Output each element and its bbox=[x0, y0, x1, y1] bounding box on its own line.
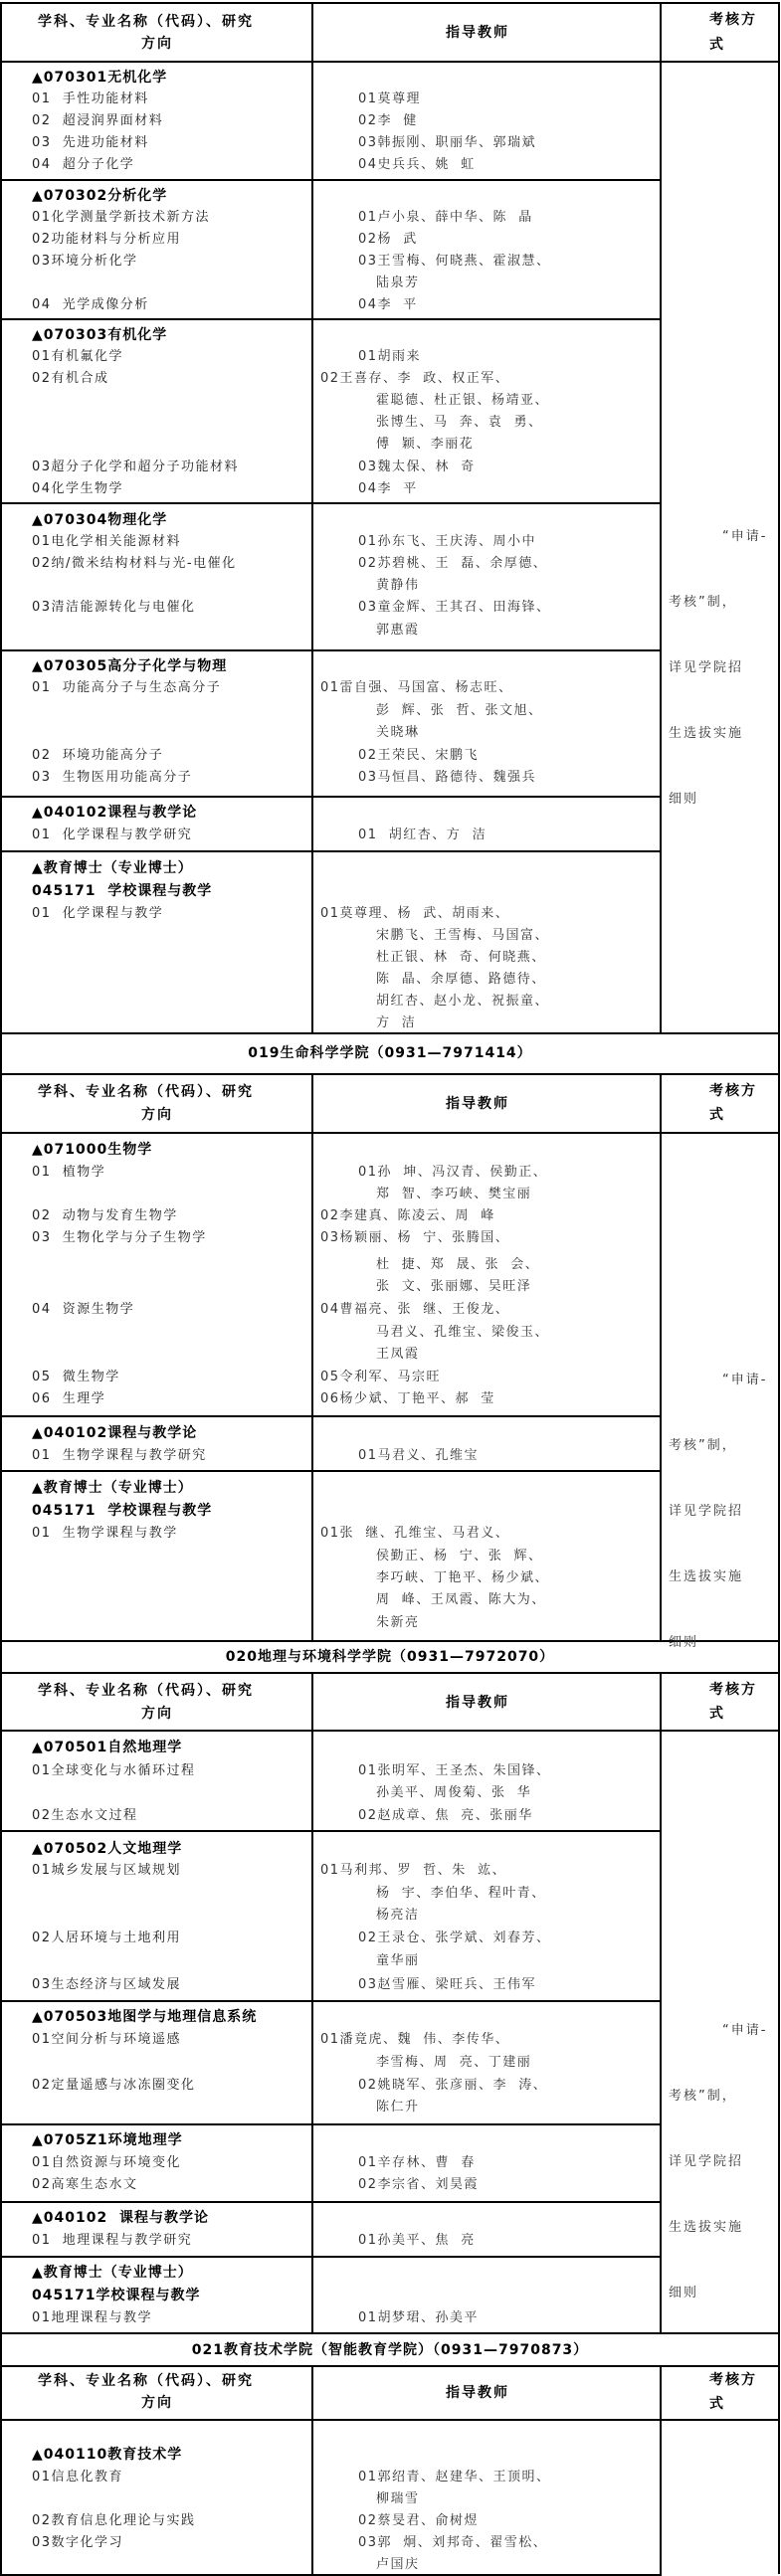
supervisors: 王凤霞 bbox=[376, 1347, 420, 1362]
supervisors: 傅 颖、李丽花 bbox=[376, 437, 475, 452]
direction: 01 化学课程与教学研究 bbox=[32, 828, 193, 842]
row-separator bbox=[0, 2256, 662, 2258]
supervisors: 05令利军、马宗旺 bbox=[320, 1370, 442, 1384]
table-right-border bbox=[778, 2, 780, 2574]
table-left-border bbox=[0, 2, 2, 2574]
direction: 03 生物医用功能高分子 bbox=[32, 770, 193, 785]
direction: 02功能材料与分析应用 bbox=[32, 232, 182, 247]
supervisors: 02王喜存、李 政、权正军、 bbox=[320, 371, 510, 386]
department-title: 020地理与环境科学学院（0931—7972070） bbox=[225, 1649, 555, 1665]
direction: 02高寒生态水文 bbox=[32, 2177, 138, 2192]
supervisors: 02杨 武 bbox=[358, 232, 418, 247]
direction: 02人居环境与土地利用 bbox=[32, 1931, 182, 1945]
direction: 04 光学成像分析 bbox=[32, 297, 149, 312]
supervisors: 02王荣民、宋鹏飞 bbox=[358, 748, 480, 763]
assessment-line: 考核”制， bbox=[669, 2089, 737, 2104]
program-title: ▲070301无机化学 bbox=[32, 70, 168, 86]
supervisors: 02苏碧桃、王 磊、余厚德、 bbox=[358, 556, 548, 571]
supervisors: 04曹福亮、张 继、王俊龙、 bbox=[320, 1302, 510, 1317]
column-header-discipline-cont: 方向 bbox=[141, 36, 173, 52]
supervisors: 关晓琳 bbox=[376, 725, 420, 740]
row-separator bbox=[0, 796, 662, 798]
supervisors: 01莫尊理、杨 武、胡雨来、 bbox=[320, 906, 510, 921]
row-separator bbox=[0, 2000, 662, 2002]
supervisors: 01胡雨来 bbox=[358, 349, 422, 364]
supervisors: 01孙 坤、冯汉青、侯勤正、 bbox=[358, 1165, 548, 1180]
direction: 04 资源生物学 bbox=[32, 1302, 135, 1317]
supervisors: 06杨少斌、丁艳平、郝 莹 bbox=[320, 1391, 495, 1406]
supervisors: 03赵雪雁、梁旺兵、王伟军 bbox=[358, 1977, 537, 1992]
supervisors: 张 文、张丽娜、吴旺泽 bbox=[376, 1279, 532, 1294]
direction: 04化学生物学 bbox=[32, 481, 124, 496]
column-header-discipline-cont: 方向 bbox=[141, 1706, 173, 1722]
column-header-supervisor: 指导教师 bbox=[446, 1695, 509, 1711]
supervisors: 03魏太保、林 奇 bbox=[358, 460, 476, 474]
column-header-assessment: 考核方 bbox=[709, 1083, 757, 1099]
supervisors: 03杨颖丽、杨 宁、张腾国、 bbox=[320, 1230, 510, 1245]
direction: 01 生物学课程与教学研究 bbox=[32, 1448, 207, 1463]
column-header-supervisor: 指导教师 bbox=[446, 2385, 509, 2401]
direction: 02生态水文过程 bbox=[32, 1808, 138, 1823]
column-header-assessment-cont: 式 bbox=[709, 37, 725, 53]
column-header-discipline-cont: 方向 bbox=[141, 2395, 173, 2411]
direction: 01 生物学课程与教学 bbox=[32, 1526, 178, 1541]
column-divider bbox=[311, 2366, 313, 2574]
column-header-supervisor: 指导教师 bbox=[446, 25, 509, 41]
supervisors: 杨亮洁 bbox=[376, 1908, 420, 1923]
dept-bottom-border bbox=[0, 1672, 780, 1674]
supervisors: 方 洁 bbox=[376, 1015, 417, 1030]
program-title: ▲070302分析化学 bbox=[32, 188, 168, 204]
row-separator bbox=[0, 1830, 662, 1832]
direction: 03环境分析化学 bbox=[32, 254, 138, 269]
program-title: ▲040102课程与教学论 bbox=[32, 805, 198, 821]
direction: 03生态经济与区域发展 bbox=[32, 1977, 182, 1992]
supervisors: 朱新亮 bbox=[376, 1615, 420, 1630]
direction: 03清洁能源转化与电催化 bbox=[32, 600, 196, 615]
direction: 02 超浸润界面材料 bbox=[32, 113, 164, 128]
program-title: ▲070502人文地理学 bbox=[32, 1841, 183, 1857]
direction: 01 手性功能材料 bbox=[32, 92, 149, 106]
supervisors: 杨 宇、李伯华、程叶青、 bbox=[376, 1886, 546, 1901]
direction: 05 微生物学 bbox=[32, 1370, 120, 1384]
direction: 02有机合成 bbox=[32, 371, 109, 386]
program-title: ▲070501自然地理学 bbox=[32, 1740, 183, 1755]
supervisors: 孙美平、周俊菊、张 华 bbox=[376, 1785, 532, 1800]
assessment-line: “申请- bbox=[722, 529, 768, 544]
supervisors: 01马君义、孔维宝 bbox=[358, 1448, 480, 1463]
assessment-method bbox=[669, 1976, 776, 2348]
column-header-discipline: 学科、专业名称（代码）、研究 bbox=[38, 14, 254, 30]
supervisors: 李雪梅、周 亮、丁建丽 bbox=[376, 2055, 532, 2070]
program-title: ▲070503地图学与地理信息系统 bbox=[32, 2009, 258, 2025]
column-divider bbox=[311, 2, 313, 1033]
direction: 01地理课程与教学 bbox=[32, 2310, 153, 2325]
supervisors: 01辛存林、曹 春 bbox=[358, 2155, 476, 2170]
column-header-discipline: 学科、专业名称（代码）、研究 bbox=[38, 2373, 254, 2389]
supervisors: 卢国庆 bbox=[376, 2557, 420, 2572]
supervisors: 03王雪梅、何晓燕、霍淑慧、 bbox=[358, 254, 551, 269]
direction: 04 超分子化学 bbox=[32, 157, 135, 172]
column-header-supervisor: 指导教师 bbox=[446, 1096, 509, 1112]
supervisors: 01潘竟虎、魏 伟、李传华、 bbox=[320, 2032, 510, 2047]
assessment-line: 详见学院招 bbox=[669, 2154, 744, 2169]
supervisors: 02李建真、陈凌云、周 峰 bbox=[320, 1208, 495, 1223]
column-header-discipline-cont: 方向 bbox=[141, 1107, 173, 1123]
assessment-line: 生选拔实施 bbox=[669, 2220, 744, 2235]
supervisors: 杜 捷、郑 晟、张 会、 bbox=[376, 1257, 540, 1272]
supervisors: 陆泉芳 bbox=[376, 276, 420, 290]
direction: 01 化学课程与教学 bbox=[32, 906, 164, 921]
assessment-line: 详见学院招 bbox=[669, 1504, 744, 1519]
supervisors: 01张明军、王圣杰、朱国锋、 bbox=[358, 1763, 551, 1778]
direction: 02纳/微米结构材料与光-电催化 bbox=[32, 556, 237, 571]
supervisors: 01马利邦、罗 哲、朱 竑、 bbox=[320, 1863, 507, 1878]
supervisors: 陈 晶、余厚德、路德待、 bbox=[376, 972, 546, 987]
direction: 02教育信息化理论与实践 bbox=[32, 2513, 196, 2528]
supervisors: 04李 平 bbox=[358, 481, 418, 496]
department-title: 019生命科学学院（0931—7971414） bbox=[248, 1045, 532, 1061]
program-subtitle: 045171 学校课程与教学 bbox=[32, 883, 213, 899]
supervisors: 胡红杏、赵小龙、祝振童、 bbox=[376, 994, 550, 1009]
column-header-assessment: 考核方 bbox=[709, 12, 757, 28]
direction: 01电化学相关能源材料 bbox=[32, 534, 182, 549]
direction: 01 功能高分子与生态高分子 bbox=[32, 680, 222, 695]
supervisors: 01张 继、孔维宝、马君义、 bbox=[320, 1526, 510, 1541]
program-title: ▲040102课程与教学论 bbox=[32, 1425, 198, 1441]
direction: 01有机氟化学 bbox=[32, 349, 124, 364]
table-top-border bbox=[0, 2, 780, 4]
assessment-line: 生选拔实施 bbox=[669, 1569, 744, 1584]
assessment-line: “申请- bbox=[722, 2023, 768, 2038]
supervisors: 彭 辉、张 哲、张文旭、 bbox=[376, 703, 543, 718]
dept-bottom-border bbox=[0, 2365, 780, 2367]
program-title: ▲070305高分子化学与物理 bbox=[32, 658, 228, 674]
assessment-method bbox=[669, 482, 776, 854]
supervisors: 张博生、马 奔、袁 勇、 bbox=[376, 415, 543, 430]
supervisors: 马君义、孔维宝、梁俊玉、 bbox=[376, 1325, 550, 1340]
dept-bottom-border bbox=[0, 1073, 780, 1075]
supervisors: 01郭绍青、赵建华、王顶明、 bbox=[358, 2470, 551, 2484]
dept-top-border bbox=[0, 2332, 780, 2334]
direction: 02 动物与发育生物学 bbox=[32, 1208, 178, 1223]
supervisors: 01孙美平、焦 亮 bbox=[358, 2233, 476, 2248]
supervisors: 03马恒昌、路德待、魏强兵 bbox=[358, 770, 537, 785]
program-title: ▲040110教育技术学 bbox=[32, 2447, 183, 2463]
supervisors: 郑 智、李巧峡、樊宝丽 bbox=[376, 1187, 532, 1201]
direction: 01自然资源与环境变化 bbox=[32, 2155, 182, 2170]
dept-top-border bbox=[0, 1640, 780, 1642]
supervisors: 01莫尊理 bbox=[358, 92, 422, 106]
assessment-line: 考核”制， bbox=[669, 1438, 737, 1453]
supervisors: 01孙东飞、王庆涛、周小中 bbox=[358, 534, 537, 549]
assessment-line: 细则 bbox=[669, 1635, 699, 1650]
program-title: ▲070303有机化学 bbox=[32, 327, 168, 343]
column-divider bbox=[660, 2366, 662, 2576]
row-separator bbox=[0, 1415, 662, 1417]
direction: 03 生物化学与分子生物学 bbox=[32, 1230, 207, 1245]
supervisors: 02蔡旻君、俞树煜 bbox=[358, 2513, 480, 2528]
direction: 01 植物学 bbox=[32, 1165, 106, 1180]
program-subtitle: 045171学校课程与教学 bbox=[32, 2288, 201, 2303]
header-bottom-border bbox=[0, 1132, 780, 1134]
direction: 02定量遥感与冰冻圈变化 bbox=[32, 2078, 196, 2093]
supervisors: 02王录仓、张学斌、刘春芳、 bbox=[358, 1931, 551, 1945]
supervisors: 02李宗省、刘昊霞 bbox=[358, 2177, 480, 2192]
row-separator bbox=[0, 850, 662, 852]
row-separator bbox=[0, 502, 662, 504]
row-separator bbox=[0, 2201, 662, 2203]
direction: 01 地理课程与教学研究 bbox=[32, 2233, 193, 2248]
direction: 01信息化教育 bbox=[32, 2470, 124, 2484]
program-title: ▲040102 课程与教学论 bbox=[32, 2210, 209, 2226]
row-separator bbox=[0, 2123, 662, 2125]
row-separator bbox=[0, 179, 662, 181]
supervisors: 02赵成章、焦 亮、张丽华 bbox=[358, 1808, 533, 1823]
program-title: ▲教育博士（专业博士） bbox=[32, 2265, 193, 2281]
supervisors: 童华丽 bbox=[376, 1953, 420, 1968]
supervisors: 杜正银、林 奇、何晓燕、 bbox=[376, 950, 546, 965]
direction: 03超分子化学和超分子功能材料 bbox=[32, 460, 240, 474]
supervisors: 02李 健 bbox=[358, 113, 418, 128]
direction: 03数字化学习 bbox=[32, 2535, 124, 2550]
row-separator bbox=[0, 649, 662, 651]
department-title: 021教育技术学院（智能教育学院）（0931—7970873） bbox=[191, 2342, 589, 2358]
supervisors: 侯勤正、杨 宁、张 辉、 bbox=[376, 1549, 543, 1564]
row-separator bbox=[0, 1470, 662, 1472]
column-header-assessment: 考核方 bbox=[709, 2372, 757, 2388]
program-title: ▲070304物理化学 bbox=[32, 512, 168, 528]
column-header-discipline: 学科、专业名称（代码）、研究 bbox=[38, 1683, 254, 1699]
direction: 02 环境功能高分子 bbox=[32, 748, 164, 763]
program-title: ▲教育博士（专业博士） bbox=[32, 860, 193, 876]
supervisors: 郭惠霞 bbox=[376, 623, 420, 638]
supervisors: 04李 平 bbox=[358, 297, 418, 312]
supervisors: 宋鹏飞、王雪梅、马国富、 bbox=[376, 928, 550, 943]
supervisors: 周 峰、王凤霞、陈大为、 bbox=[376, 1592, 546, 1607]
assessment-line: “申请- bbox=[722, 1373, 768, 1387]
program-title: ▲0705Z1环境地理学 bbox=[32, 2132, 183, 2148]
column-divider bbox=[660, 1672, 662, 2334]
supervisors: 01雷自强、马国富、杨志旺、 bbox=[320, 680, 513, 695]
row-separator bbox=[0, 318, 662, 320]
column-header-assessment-cont: 式 bbox=[709, 1107, 725, 1123]
header-bottom-border bbox=[0, 61, 780, 63]
program-title: ▲071000生物学 bbox=[32, 1142, 153, 1158]
assessment-line: 生选拔实施 bbox=[669, 726, 744, 741]
supervisors: 01胡梦珺、孙美平 bbox=[358, 2310, 480, 2325]
supervisors: 李巧峡、丁艳平、杨少斌、 bbox=[376, 1570, 550, 1585]
column-header-assessment-cont: 式 bbox=[709, 2396, 725, 2412]
program-subtitle: 045171 学校课程与教学 bbox=[32, 1503, 213, 1519]
column-divider bbox=[311, 1672, 313, 2334]
supervisors: 陈仁升 bbox=[376, 2100, 420, 2115]
assessment-line: 详见学院招 bbox=[669, 660, 744, 675]
direction: 01全球变化与水循环过程 bbox=[32, 1763, 196, 1778]
supervisors: 01卢小泉、薛中华、陈 晶 bbox=[358, 210, 533, 225]
assessment-line: 细则 bbox=[669, 2286, 699, 2300]
direction: 01化学测量学新技术新方法 bbox=[32, 210, 211, 225]
assessment-line: 考核”制， bbox=[669, 595, 737, 610]
supervisors: 04史兵兵、姚 虹 bbox=[358, 157, 476, 172]
supervisors: 03韩振刚、职丽华、郭瑞斌 bbox=[358, 135, 537, 150]
direction: 06 生理学 bbox=[32, 1391, 106, 1406]
supervisors: 03郭 炯、刘邦奇、翟雪松、 bbox=[358, 2535, 548, 2550]
supervisors: 01 胡红杏、方 洁 bbox=[358, 828, 488, 842]
direction: 01城乡发展与区域规划 bbox=[32, 1863, 182, 1878]
supervisors: 02姚晓军、张彦丽、李 涛、 bbox=[358, 2078, 548, 2093]
column-header-assessment: 考核方 bbox=[709, 1682, 757, 1698]
supervisors: 柳瑞雪 bbox=[376, 2491, 420, 2506]
supervisors: 霍聪德、杜正银、杨靖亚、 bbox=[376, 393, 550, 408]
program-title: ▲教育博士（专业博士） bbox=[32, 1480, 193, 1496]
direction: 03 先进功能材料 bbox=[32, 135, 149, 150]
column-header-discipline: 学科、专业名称（代码）、研究 bbox=[38, 1084, 254, 1100]
direction: 01空间分析与环境遥感 bbox=[32, 2032, 182, 2047]
assessment-line: 细则 bbox=[669, 792, 699, 807]
header-bottom-border bbox=[0, 2419, 780, 2421]
supervisors: 03童金辉、王其召、田海锋、 bbox=[358, 600, 551, 615]
column-divider bbox=[311, 1074, 313, 1641]
supervisors: 黄静伟 bbox=[376, 578, 420, 593]
column-header-assessment-cont: 式 bbox=[709, 1706, 725, 1722]
assessment-method bbox=[669, 1326, 776, 1698]
column-divider bbox=[660, 1074, 662, 1641]
column-divider bbox=[660, 2, 662, 1033]
header-bottom-border bbox=[0, 1730, 780, 1732]
